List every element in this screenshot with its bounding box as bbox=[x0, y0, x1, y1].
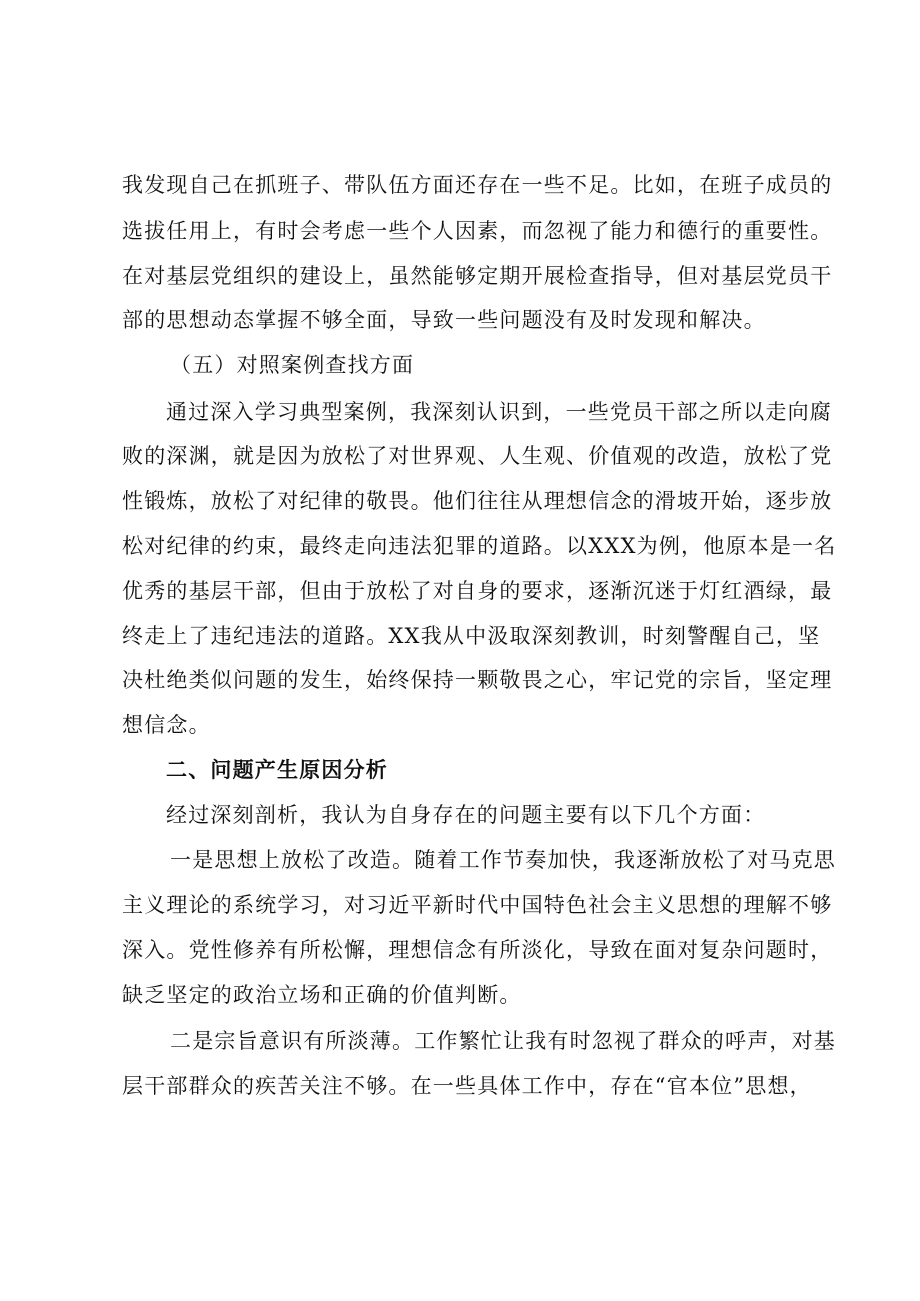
paragraph-line: 在对基层党组织的建设上，虽然能够定期开展检查指导，但对基层党员干 bbox=[122, 264, 833, 288]
paragraph-line: 通过深入学习典型案例，我深刻认识到，一些党员干部之所以走向腐 bbox=[166, 400, 832, 424]
paragraph-line: 深入。党性修养有所松懈，理想信念有所淡化，导致在面对复杂问题时， bbox=[122, 938, 833, 962]
paragraph-line: 二是宗旨意识有所淡薄。工作繁忙让我有时忽视了群众的呼声，对基 bbox=[170, 1029, 836, 1053]
paragraph-line: 一是思想上放松了改造。随着工作节奏加快，我逐渐放松了对马克思 bbox=[170, 848, 836, 872]
subheading-5: （五）对照案例查找方面 bbox=[170, 353, 415, 377]
paragraph-line: 经过深刻剖析，我认为自身存在的问题主要有以下几个方面： bbox=[166, 803, 766, 827]
section-2-heading: 二、问题产生原因分析 bbox=[166, 758, 388, 782]
paragraph-line: 我发现自己在抓班子、带队伍方面还存在一些不足。比如，在班子成员的 bbox=[122, 173, 833, 197]
paragraph-line: 松对纪律的约束，最终走向违法犯罪的道路。以XXX为例，他原本是一名 bbox=[122, 534, 837, 558]
paragraph-line: 选拔任用上，有时会考虑一些个人因素，而忽视了能力和德行的重要性。 bbox=[122, 219, 833, 243]
paragraph-line: 性锻炼，放松了对纪律的敬畏。他们往往从理想信念的滑坡开始，逐步放 bbox=[122, 489, 833, 513]
paragraph-line: 主义理论的系统学习，对习近平新时代中国特色社会主义思想的理解不够 bbox=[122, 893, 833, 917]
paragraph-line: 层干部群众的疾苦关注不够。在一些具体工作中，存在“官本位”思想， bbox=[122, 1074, 812, 1098]
paragraph-line: 决杜绝类似问题的发生，始终保持一颗敬畏之心，牢记党的宗旨，坚定理 bbox=[122, 668, 833, 692]
paragraph-line: 终走上了违纪违法的道路。XX我从中汲取深刻教训，时刻警醒自己，坚 bbox=[122, 624, 821, 648]
paragraph-line: 想信念。 bbox=[122, 713, 211, 737]
paragraph-line: 败的深渊，就是因为放松了对世界观、人生观、价值观的改造，放松了党 bbox=[122, 444, 833, 468]
paragraph-line: 部的思想动态掌握不够全面，导致一些问题没有及时发现和解决。 bbox=[122, 308, 766, 332]
paragraph-line: 优秀的基层干部，但由于放松了对自身的要求，逐渐沉迷于灯红酒绿，最 bbox=[122, 579, 833, 603]
paragraph-line: 缺乏坚定的政治立场和正确的价值判断。 bbox=[122, 983, 522, 1007]
